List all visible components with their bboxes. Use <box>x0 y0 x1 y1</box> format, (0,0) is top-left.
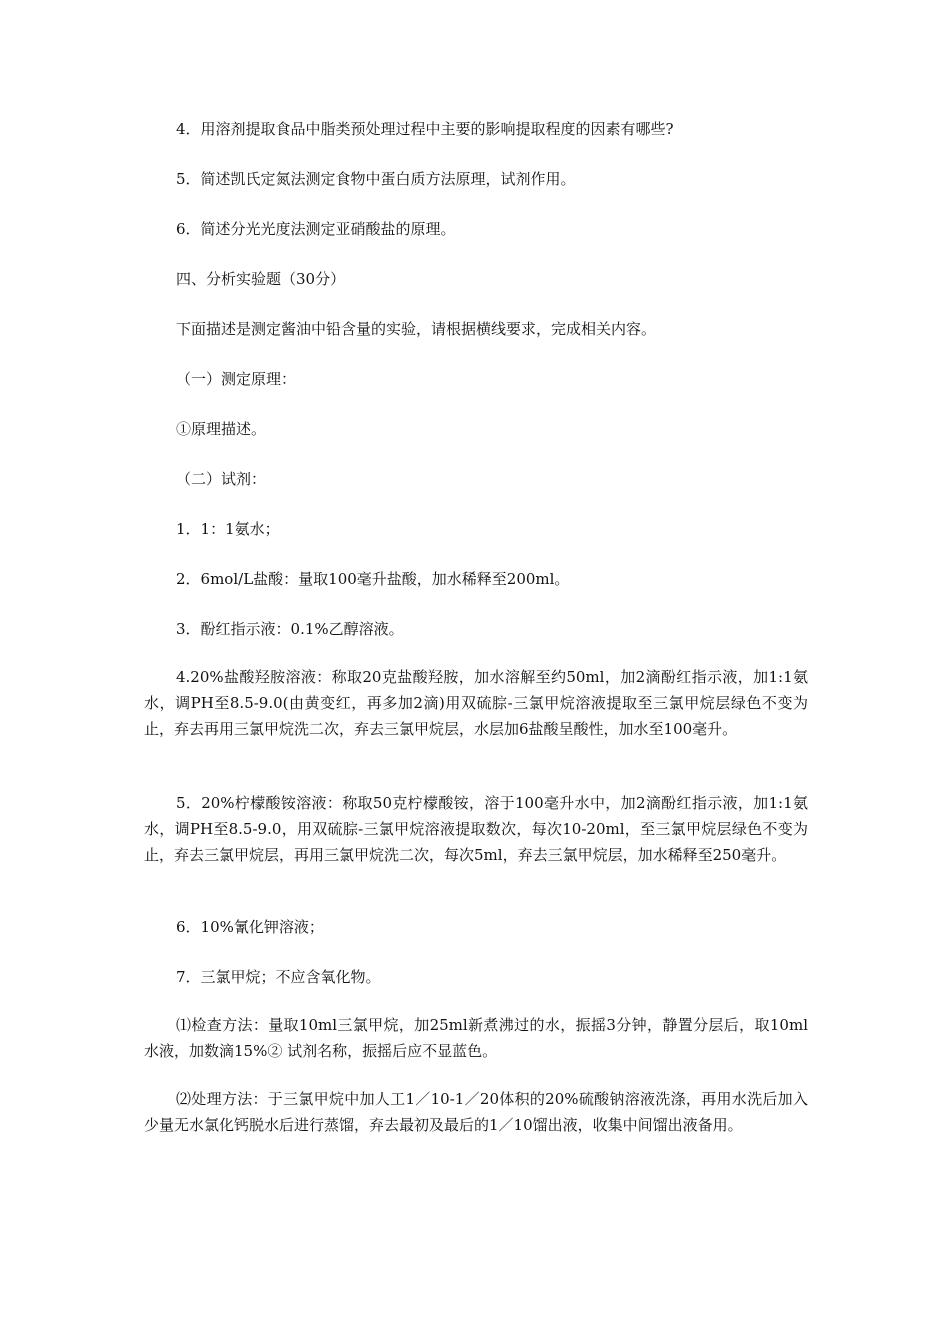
reagent-5: 5．20%柠檬酸铵溶液：称取50克柠檬酸铵，溶于100毫升水中，加2滴酚红指示液，加1:1氨水，调PH至8.5-9.0，用双硫腙-三氯甲烷溶液提取数次，每次10-20ml，至三氯甲烷层绿色不变为止，弃去三氯甲烷层，再用三氯甲烷洗二次，每次5ml，弃去三氯甲烷层，加水稀释至250毫升。 <box>144 794 808 864</box>
reagent-3: 3．酚红指示液：0.1%乙醇溶液。 <box>176 620 404 638</box>
reagent-7: 7．三氯甲烷；不应含氧化物。 <box>176 968 381 986</box>
question-5: 5．简述凯氏定氮法测定食物中蛋白质方法原理，试剂作用。 <box>176 170 576 188</box>
question-4: 4．用溶剂提取食品中脂类预处理过程中主要的影响提取程度的因素有哪些? <box>176 120 674 138</box>
reagent-1: 1．1：1氨水； <box>176 520 280 538</box>
subsection-principle: （一）测定原理： <box>176 370 297 388</box>
reagent-4: 4.20%盐酸羟胺溶液：称取20克盐酸羟胺，加水溶解至约50ml，加2滴酚红指示液，加1:1氨水，调PH至8.5-9.0(由黄变红，再多加2滴)用双硫腙-三氯甲烷溶液提取至三氯甲烷层绿色不变为止，弃去再用三氯甲烷洗二次，弃去三氯甲烷层，水层加6盐酸呈酸性，加水至100毫升。 <box>144 668 808 738</box>
experiment-intro: 下面描述是测定酱油中铅含量的实验，请根据横线要求，完成相关内容。 <box>176 320 657 338</box>
treatment-method: ⑵处理方法：于三氯甲烷中加人工1／10-1／20体积的20%硫酸钠溶液洗涤，再用水洗后加入少量无水氯化钙脱水后进行蒸馏，弃去最初及最后的1／10馏出液，收集中间馏出液备用。 <box>144 1090 808 1134</box>
reagent-2: 2．6mol/L盐酸：量取100毫升盐酸，加水稀释至200ml。 <box>176 570 570 588</box>
section-heading: 四、分析实验题（30分） <box>176 270 346 288</box>
question-6: 6．简述分光光度法测定亚硝酸盐的原理。 <box>176 220 456 238</box>
subsection-reagents: （二）试剂： <box>176 470 267 488</box>
principle-blank: ①原理描述。 <box>176 420 267 438</box>
check-method: ⑴检查方法：量取10ml三氯甲烷，加25ml新煮沸过的水，振摇3分钟，静置分层后，取10ml水液，加数滴15%② 试剂名称，振摇后应不显蓝色。 <box>144 1016 808 1060</box>
reagent-6: 6．10%氰化钾溶液； <box>176 918 324 936</box>
